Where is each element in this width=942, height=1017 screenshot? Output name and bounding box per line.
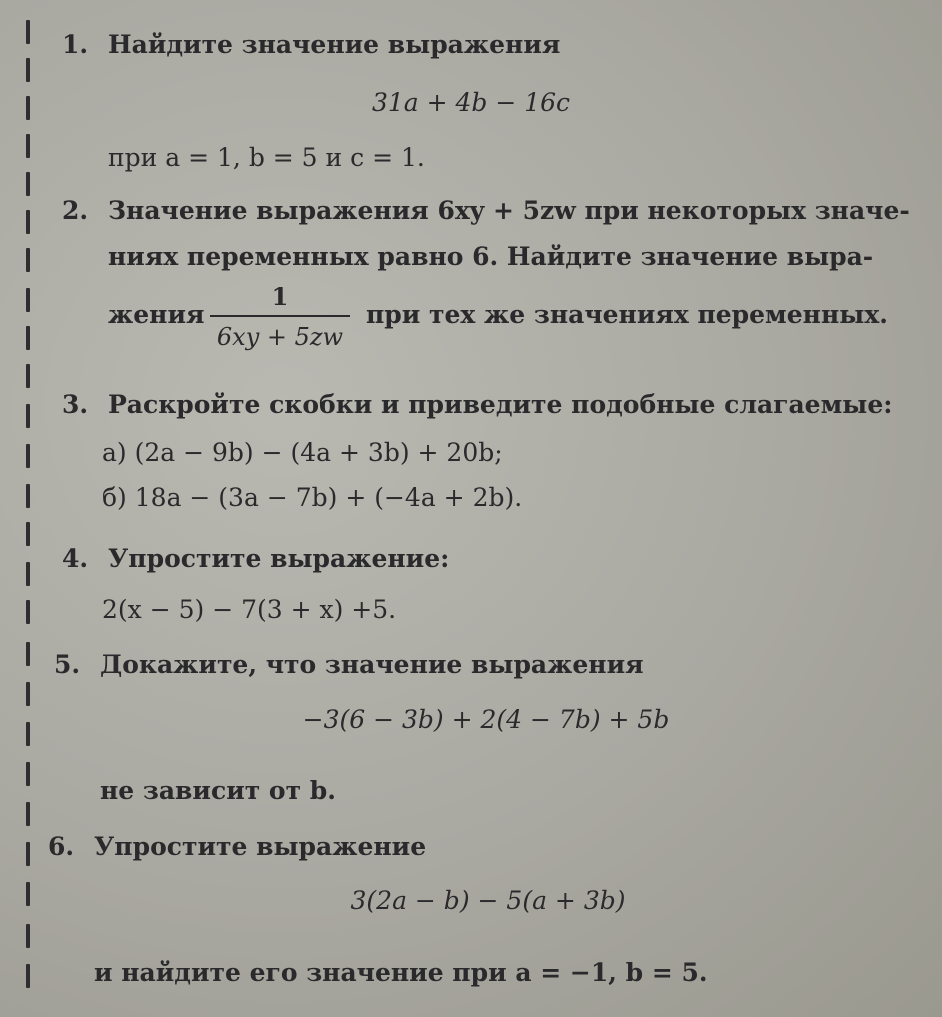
- task-1-condition: при a = 1, b = 5 и c = 1.: [108, 143, 425, 172]
- task-4-expression: 2(x − 5) − 7(3 + x) +5.: [102, 595, 397, 624]
- task-6-condition: и найдите его значение при a = −1, b = 5.: [94, 958, 708, 987]
- task-4-number: 4.: [62, 544, 89, 573]
- task-5-heading: [54, 650, 644, 679]
- task-6-heading: [48, 832, 426, 861]
- task-6-expression: 3(2a − b) − 5(a + 3b): [350, 886, 626, 915]
- task-1-title: Найдите значение выражения: [108, 30, 561, 59]
- task-2-fraction: [210, 282, 350, 351]
- task-3-title: Раскройте скобки и приведите подобные слагаемые:: [108, 390, 893, 419]
- fraction-bar: [210, 315, 350, 317]
- fraction-denominator: 6xy + 5zw: [216, 323, 344, 351]
- task-3-part-b: б) 18a − (3a − 7b) + (−4a + 2b).: [102, 483, 523, 512]
- task-3-heading: [62, 390, 893, 419]
- task-2-number: 2.: [62, 196, 89, 225]
- task-6-number: 6.: [48, 832, 75, 861]
- task-3-number: 3.: [62, 390, 89, 419]
- task-2-line-3-end: при тех же значениях переменных.: [366, 300, 888, 329]
- task-4-title: Упростите выражение:: [108, 544, 450, 573]
- fraction-numerator: 1: [271, 282, 289, 311]
- task-5-conclusion: не зависит от b.: [100, 776, 336, 805]
- task-2-line-1: 2. Значение выражения 6xy + 5zw при некоторых значе-: [62, 196, 910, 225]
- cut-line: [26, 0, 34, 1017]
- task-1-expression: 31a + 4b − 16c: [371, 88, 571, 117]
- task-5-title: Докажите, что значение выражения: [100, 650, 644, 679]
- task-4-heading: [62, 544, 449, 573]
- task-5-expression: −3(6 − 3b) + 2(4 − 7b) + 5b: [302, 705, 670, 734]
- task-3-part-a: а) (2a − 9b) − (4a + 3b) + 20b;: [102, 438, 503, 467]
- task-5-number: 5.: [54, 650, 81, 679]
- task-1-number: 1.: [62, 30, 89, 59]
- task-6-title: Упростите выражение: [94, 832, 427, 861]
- task-2-line-2: ниях переменных равно 6. Найдите значение выра-: [108, 242, 874, 271]
- task-1-heading: [62, 30, 560, 59]
- task-2-line-3-start: жения: [108, 300, 205, 329]
